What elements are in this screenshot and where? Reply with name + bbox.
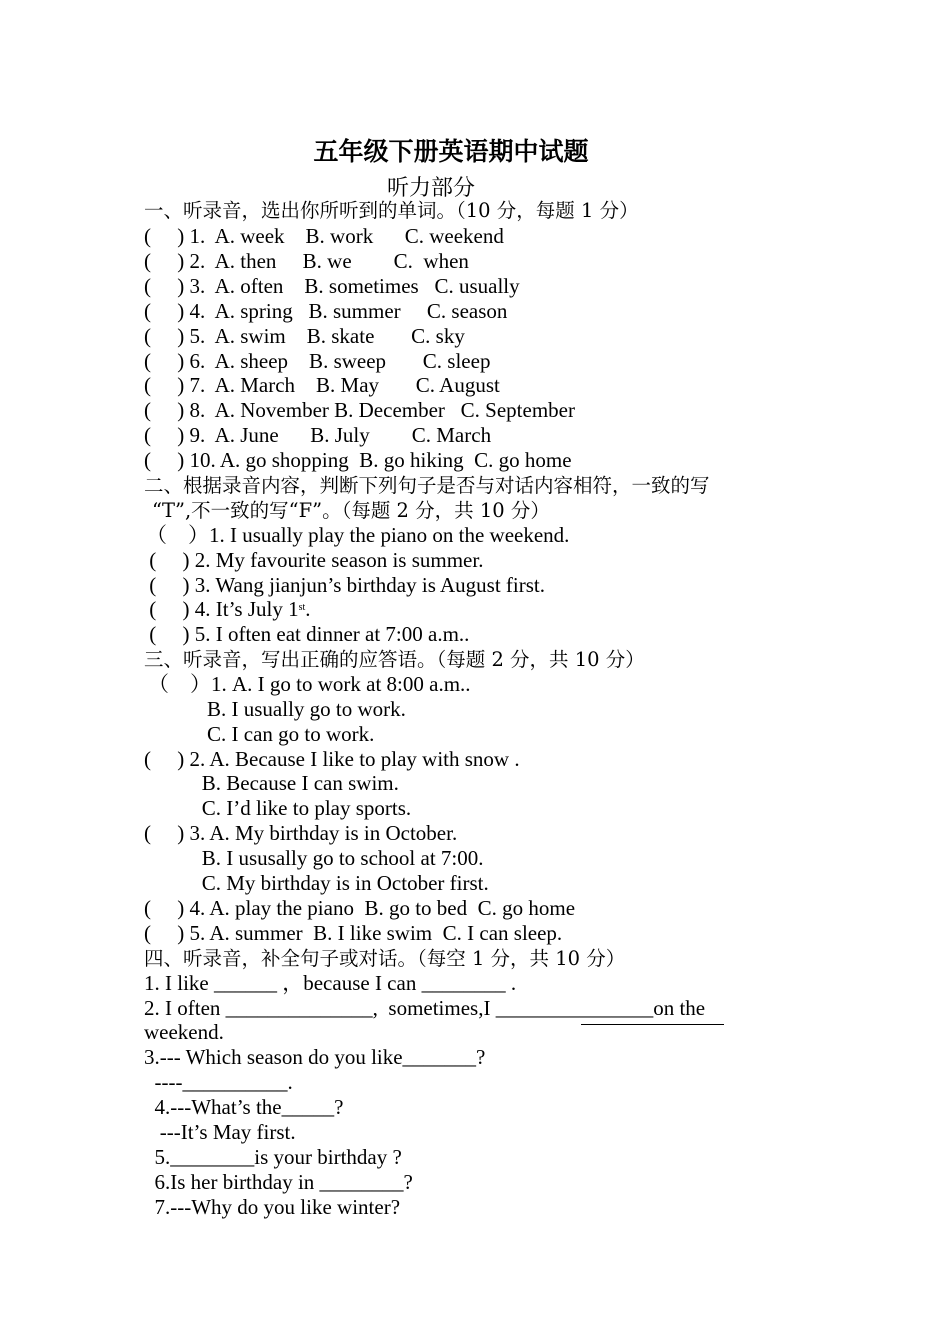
page-title: 五年级下册英语期中试题 — [313, 137, 589, 166]
section2-heading-line2: “T”,不一致的写“F”。（每题 2 分，共 10 分） — [152, 499, 550, 522]
list-item: ( ) 9. A. June B. July C. March — [144, 423, 492, 447]
list-item: （ ）1. A. I go to work at 8:00 a.m.. — [148, 672, 471, 696]
list-item: ( ) 4. A. play the piano B. go to bed C. go home — [144, 896, 576, 920]
list-item — [144, 597, 311, 622]
list-item: weekend. — [144, 1020, 224, 1044]
ordinal-suffix: st — [298, 602, 306, 613]
list-item: ( ) 4. A. spring B. summer C. season — [144, 299, 508, 323]
answer-underline — [581, 1024, 724, 1025]
list-item: B. I usually go to work. — [144, 697, 406, 721]
list-item: 4.---What’s the_____? — [144, 1095, 344, 1119]
list-item: ( ) 10. A. go shopping B. go hiking C. go home — [144, 448, 572, 472]
list-item: ( ) 1. A. week B. work C. weekend — [144, 224, 504, 248]
list-item: B. I ususally go to school at 7:00. — [144, 846, 484, 870]
list-item: C. I can go to work. — [144, 722, 375, 746]
list-item: ( ) 6. A. sheep B. sweep C. sleep — [144, 349, 491, 373]
list-item: 1. I like ______ ，because I can ________ . — [144, 971, 517, 995]
list-item: ( ) 5. I often eat dinner at 7:00 a.m.. — [144, 622, 470, 646]
list-item: ( ) 2. A. Because I like to play with snow . — [144, 747, 520, 771]
list-item: ( ) 3. Wang jianjun’s birthday is August first. — [144, 573, 545, 597]
list-item: ( ) 3. A. often B. sometimes C. usually — [144, 274, 520, 298]
list-item: ( ) 2. A. then B. we C. when — [144, 249, 469, 273]
item-text: ( ) 4. It’s July 1 — [144, 597, 299, 621]
list-item: B. Because I can swim. — [144, 771, 399, 795]
list-item: 2. I often ______________, sometimes,I _______________on the — [144, 996, 706, 1020]
list-item: 6.Is her birthday in ________? — [144, 1170, 413, 1194]
list-item: ( ) 5. A. swim B. skate C. sky — [144, 324, 465, 348]
list-item: C. I’d like to play sports. — [144, 796, 412, 820]
section4-heading: 四、听录音，补全句子或对话。（每空 1 分，共 10 分） — [144, 947, 626, 970]
section1-heading: 一、听录音，选出你所听到的单词。（10 分，每题 1 分） — [144, 199, 639, 222]
list-item: ( ) 7. A. March B. May C. August — [144, 373, 500, 397]
page-subtitle: 听力部分 — [386, 176, 475, 201]
item-end: . — [305, 597, 311, 621]
section2-heading-line1: 二、根据录音内容，判断下列句子是否与对话内容相符，一致的写 — [144, 474, 710, 497]
list-item: 5.________is your birthday ? — [144, 1145, 402, 1169]
list-item: ---It’s May first. — [144, 1120, 296, 1144]
section3-heading: 三、听录音，写出正确的应答语。（每题 2 分，共 10 分） — [144, 648, 645, 671]
list-item: ( ) 5. A. summer B. I like swim C. I can sleep. — [144, 921, 563, 945]
list-item: ( ) 2. My favourite season is summer. — [144, 548, 484, 572]
list-item: ( ) 8. A. November B. December C. September — [144, 398, 575, 422]
list-item: 3.--- Which season do you like_______? — [144, 1045, 486, 1069]
list-item: ----__________. — [144, 1070, 293, 1094]
list-item: 7.---Why do you like winter? — [144, 1195, 401, 1219]
list-item: ( ) 3. A. My birthday is in October. — [144, 821, 458, 845]
list-item: （ ）1. I usually play the piano on the weekend. — [146, 523, 570, 547]
list-item: C. My birthday is in October first. — [144, 871, 489, 895]
